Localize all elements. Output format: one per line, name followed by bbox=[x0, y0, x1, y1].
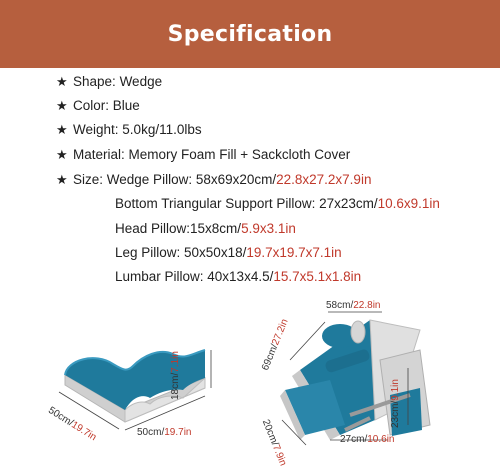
spec-material: ★ Material: Memory Foam Fill + Sackcloth Cover bbox=[56, 147, 351, 162]
star-icon: ★ bbox=[56, 122, 68, 137]
star-icon: ★ bbox=[56, 98, 68, 113]
leg-pillow-illustration bbox=[55, 330, 245, 440]
size-bottom-support: Bottom Triangular Support Pillow: 27x23cm/10.6x9.1in bbox=[115, 196, 440, 211]
leg-height-label: 18cm/7.1in bbox=[170, 351, 181, 400]
spec-size: ★ Size: Wedge Pillow: 58x69x20cm/22.8x27.2x7.9in bbox=[56, 172, 372, 187]
page-title: Specification bbox=[167, 21, 333, 47]
title-banner bbox=[0, 0, 500, 68]
spec-weight: ★ Weight: 5.0kg/11.0lbs bbox=[56, 122, 202, 137]
wedge-height-label: 23cm/9.1in bbox=[390, 379, 401, 428]
leg-depth-label: 50cm/19.7in bbox=[46, 405, 99, 444]
size-lumbar-pillow: Lumbar Pillow: 40x13x4.5/15.7x5.1x1.8in bbox=[115, 269, 362, 284]
wedge-top-label: 58cm/22.8in bbox=[326, 300, 381, 311]
wedge-depth-label: 20cm/7.9in bbox=[259, 418, 289, 468]
wedge-diag-label: 69cm/27.2in bbox=[260, 317, 291, 373]
size-leg-pillow: Leg Pillow: 50x50x18/19.7x19.7x7.1in bbox=[115, 245, 342, 260]
spec-color: ★ Color: Blue bbox=[56, 98, 140, 113]
spec-shape: ★ Shape: Wedge bbox=[56, 74, 163, 89]
size-head-pillow: Head Pillow:15x8cm/5.9x3.1in bbox=[115, 221, 296, 236]
wedge-bottom-label: 27cm/10.6in bbox=[340, 434, 395, 445]
star-icon: ★ bbox=[56, 172, 68, 187]
star-icon: ★ bbox=[56, 147, 68, 162]
leg-width-label: 50cm/19.7in bbox=[137, 427, 192, 438]
star-icon: ★ bbox=[56, 74, 68, 89]
